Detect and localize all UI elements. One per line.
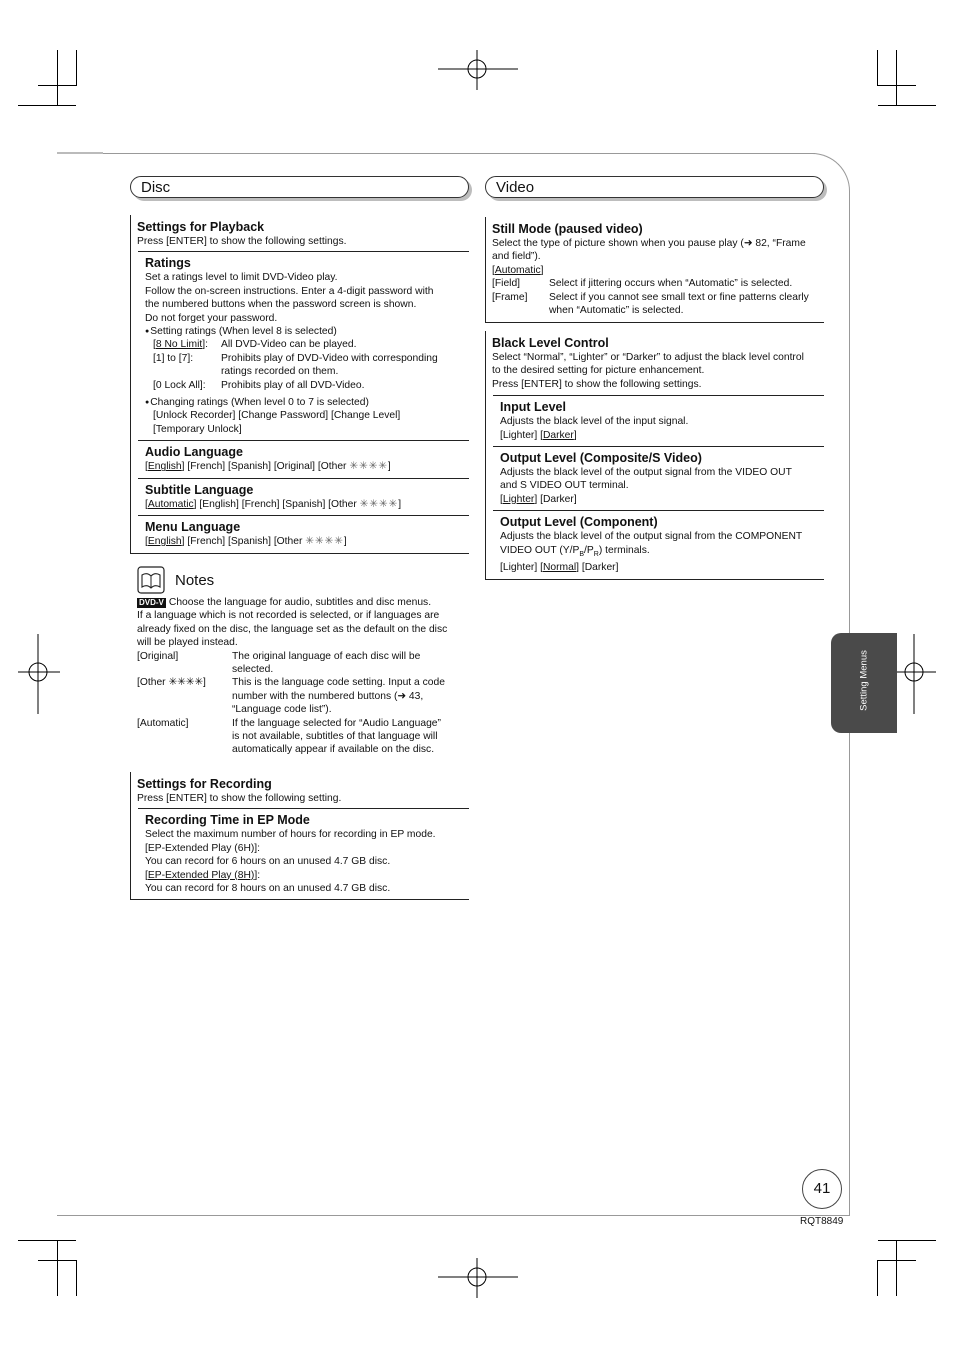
dvd-v-badge: DVD-V bbox=[139, 598, 164, 607]
pr-subscript: R bbox=[593, 550, 599, 558]
audio-language-options: [English] [French] [Spanish] [Original] [Other ✳✳✳✳] bbox=[145, 461, 391, 473]
option-lock-all-desc: Prohibits play of all DVD-Video. bbox=[221, 379, 365, 391]
ep-mode-line: Select the maximum number of hours for recording in EP mode. bbox=[145, 829, 436, 841]
notes-item-desc: If the language selected for “Audio Language” bbox=[232, 717, 441, 729]
output-component-option: ] [Darker] bbox=[576, 562, 619, 574]
output-composite-desc: Adjusts the black level of the output signal from the VIDEO OUT bbox=[500, 467, 792, 479]
page-frame-bottom bbox=[57, 1215, 850, 1216]
notes-item-desc: selected. bbox=[232, 664, 274, 676]
video-section-header bbox=[485, 176, 824, 198]
ratings-line: Follow the on-screen instructions. Enter a 4-digit password with bbox=[145, 285, 434, 297]
settings-for-recording-intro: Press [ENTER] to show the following setting. bbox=[137, 793, 342, 804]
asterisk-code: ✳✳✳✳ bbox=[349, 461, 388, 473]
option-no-limit-desc: All DVD-Video can be played. bbox=[221, 339, 357, 351]
still-option-field bbox=[492, 277, 820, 290]
settings-for-recording-title: Settings for Recording bbox=[137, 777, 272, 791]
ep-mode-option-6h: [EP-Extended Play (6H)]: bbox=[145, 842, 261, 854]
ratings-line: the numbered buttons when the password screen is shown. bbox=[145, 299, 417, 311]
notes-item-key: [Original] bbox=[137, 650, 179, 662]
subtitle-language-options: [Automatic] [English] [French] [Spanish] [Other ✳✳✳✳] bbox=[145, 498, 402, 510]
ratings-option-lock-all bbox=[145, 379, 469, 392]
menu-default-option: English bbox=[147, 536, 182, 548]
still-option-key: [Frame] bbox=[492, 291, 528, 303]
output-component-desc bbox=[500, 544, 824, 561]
output-composite-default: Lighter bbox=[502, 493, 535, 505]
audio-other-options: [French] [Spanish] [Original] [Other bbox=[187, 461, 350, 473]
notes-title: Notes bbox=[175, 571, 215, 589]
ratings-bullet-changing: ● Changing ratings (When level 0 to 7 is selected) bbox=[145, 396, 469, 409]
still-mode-desc: and field”). bbox=[492, 251, 541, 263]
notes-item-key: [Automatic] bbox=[137, 717, 189, 729]
option-no-limit-label: 8 No Limit bbox=[155, 339, 203, 351]
subtitle-language-title: Subtitle Language bbox=[145, 482, 254, 497]
ratings-block bbox=[138, 251, 469, 440]
input-level-options: [Lighter] [Darker] bbox=[500, 429, 577, 441]
black-level-desc: Select “Normal”, “Lighter” or “Darker” to adjust the black level control bbox=[492, 352, 804, 363]
ep-mode-line: You can record for 6 hours on an unused 4.7 GB disc. bbox=[145, 856, 391, 868]
disc-header-label: Disc bbox=[141, 179, 171, 196]
audio-language-title: Audio Language bbox=[145, 445, 243, 460]
ep-mode-option-8h: [EP-Extended Play (8H)]: bbox=[145, 869, 261, 881]
settings-for-recording-section bbox=[130, 772, 469, 900]
terminal-text: /P bbox=[584, 544, 594, 556]
still-option-frame bbox=[492, 291, 820, 318]
ratings-option-no-limit: [8 No Limit]: All DVD-Video can be played. bbox=[153, 339, 357, 351]
registration-target-top bbox=[438, 50, 518, 90]
settings-for-playback-intro: Press [ENTER] to show the following settings. bbox=[137, 236, 347, 247]
output-composite-block bbox=[493, 446, 824, 510]
terminal-text: ) terminals. bbox=[598, 544, 650, 556]
ep-mode-title: Recording Time in EP Mode bbox=[145, 813, 310, 828]
ep-mode-block bbox=[138, 808, 469, 899]
notes-item-desc: automatically appear if available on the disc. bbox=[232, 744, 435, 756]
disc-section-header bbox=[130, 176, 469, 198]
notes-line1 bbox=[137, 596, 467, 609]
side-tab-label: Setting Menus bbox=[858, 650, 870, 711]
notes-item-desc: number with the numbered buttons (➜ 43, bbox=[232, 690, 424, 702]
still-mode-default: [Automatic] bbox=[492, 264, 544, 276]
changing-ratings-options: [Unlock Recorder] [Change Password] [Change Level] bbox=[153, 410, 401, 422]
input-level-desc: Adjusts the black level of the input signal. bbox=[500, 416, 689, 428]
ratings-option-1-to-7 bbox=[145, 352, 469, 379]
ep-8h-label: EP-Extended Play (8H) bbox=[147, 869, 255, 881]
ep-mode-line: You can record for 8 hours on an unused 4.7 GB disc. bbox=[145, 883, 391, 895]
output-component-title: Output Level (Component) bbox=[500, 515, 658, 530]
output-component-option: [Lighter] [ bbox=[500, 562, 543, 574]
menu-language-title: Menu Language bbox=[145, 520, 241, 535]
notes-item-original bbox=[137, 650, 467, 677]
notes-item-desc: The original language of each disc will be bbox=[232, 650, 421, 662]
notes-paragraph: If a language which is not recorded is selected, or if languages are bbox=[137, 610, 440, 622]
input-level-default: Darker bbox=[542, 429, 574, 441]
settings-for-playback-section bbox=[130, 215, 469, 554]
notes-paragraph: already fixed on the disc, the language set as the default on the disc bbox=[137, 623, 448, 635]
black-level-desc: to the desired setting for picture enhancement. bbox=[492, 365, 705, 377]
option-lock-all-label: [0 Lock All]: bbox=[153, 379, 206, 391]
black-level-desc: Press [ENTER] to show the following settings. bbox=[492, 378, 702, 390]
still-mode-desc: Select the type of picture shown when you pause play (➜ 82, “Frame bbox=[492, 238, 806, 249]
audio-language-block bbox=[138, 440, 469, 477]
notes-line1-text: Choose the language for audio, subtitles and disc menus. bbox=[168, 597, 432, 608]
option-1-to-7-desc: Prohibits play of DVD-Video with corresponding ratings recorded on them. bbox=[221, 352, 438, 378]
input-level-option: [Lighter] [ bbox=[500, 429, 543, 441]
subtitle-default-option: Automatic bbox=[147, 498, 194, 510]
output-component-block bbox=[493, 510, 824, 578]
ratings-title: Ratings bbox=[145, 256, 191, 271]
output-composite-options: [Lighter] [Darker] bbox=[500, 493, 577, 505]
asterisk-code: ✳✳✳✳ bbox=[305, 536, 344, 548]
black-level-section bbox=[485, 331, 824, 580]
output-component-desc: Adjusts the black level of the output signal from the COMPONENT bbox=[500, 531, 803, 543]
page-number-circle bbox=[802, 1169, 842, 1209]
menu-language-options: [English] [French] [Spanish] [Other ✳✳✳✳] bbox=[145, 536, 347, 548]
notes-item-desc: is not available, subtitles of that language will bbox=[232, 731, 438, 743]
subtitle-language-block bbox=[138, 478, 469, 515]
ratings-line: Set a ratings level to limit DVD-Video play. bbox=[145, 272, 338, 284]
notes-item-desc: “Language code list”). bbox=[232, 704, 332, 716]
still-option-key: [Field] bbox=[492, 278, 521, 290]
page-frame-top-accent bbox=[57, 152, 103, 154]
still-mode-title: Still Mode (paused video) bbox=[492, 222, 643, 236]
settings-for-playback-title: Settings for Playback bbox=[137, 220, 265, 234]
registration-target-bottom bbox=[438, 1258, 518, 1298]
video-header-label: Video bbox=[496, 179, 535, 196]
notes-book-icon bbox=[137, 566, 165, 594]
still-mode-section bbox=[485, 217, 824, 323]
notes-item-other bbox=[137, 676, 467, 716]
still-option-desc: Select if jittering occurs when “Automatic” is selected. bbox=[549, 278, 793, 290]
changing-ratings-options: [Temporary Unlock] bbox=[153, 423, 242, 435]
still-option-desc: Select if you cannot see small text or fine patterns clearly when “Automatic” is selected. bbox=[549, 291, 809, 317]
registration-target-right bbox=[894, 634, 936, 714]
terminal-text: VIDEO OUT (Y/P bbox=[500, 544, 580, 556]
page-frame-top bbox=[57, 153, 815, 154]
output-component-default: Normal bbox=[542, 562, 577, 574]
doc-code: RQT8849 bbox=[800, 1216, 844, 1227]
still-default-option: Automatic bbox=[494, 264, 541, 276]
output-component-options bbox=[500, 561, 824, 574]
registration-target-left bbox=[18, 634, 60, 714]
input-level-title: Input Level bbox=[500, 400, 566, 415]
input-level-block bbox=[493, 395, 824, 446]
menu-other-options: [French] [Spanish] [Other bbox=[187, 536, 306, 548]
ratings-bullet-setting: ● Setting ratings (When level 8 is selected) bbox=[145, 325, 469, 338]
asterisk-code: ✳✳✳✳ bbox=[359, 498, 399, 510]
ratings-line: Do not forget your password. bbox=[145, 312, 278, 324]
output-composite-desc: and S VIDEO OUT terminal. bbox=[500, 480, 629, 492]
notes-paragraph: will be played instead. bbox=[137, 637, 238, 649]
side-tab-setting-menus bbox=[831, 633, 897, 733]
page-number: 41 bbox=[813, 1180, 831, 1197]
notes-item-desc: This is the language code setting. Input a code bbox=[232, 677, 445, 689]
option-1-to-7-label: [1] to [7]: bbox=[153, 352, 194, 364]
black-level-title: Black Level Control bbox=[492, 336, 609, 350]
pb-subscript: B bbox=[579, 550, 585, 558]
output-composite-title: Output Level (Composite/S Video) bbox=[500, 451, 702, 466]
notes-item-automatic bbox=[137, 717, 467, 757]
output-composite-option: ] [Darker] bbox=[534, 493, 577, 505]
notes-item-key: [Other ✳✳✳✳] bbox=[137, 677, 206, 689]
subtitle-other-options: [English] [French] [Spanish] [Other bbox=[199, 498, 360, 510]
menu-language-block bbox=[138, 515, 469, 552]
notes-block bbox=[137, 566, 467, 757]
audio-default-option: English bbox=[147, 461, 182, 473]
